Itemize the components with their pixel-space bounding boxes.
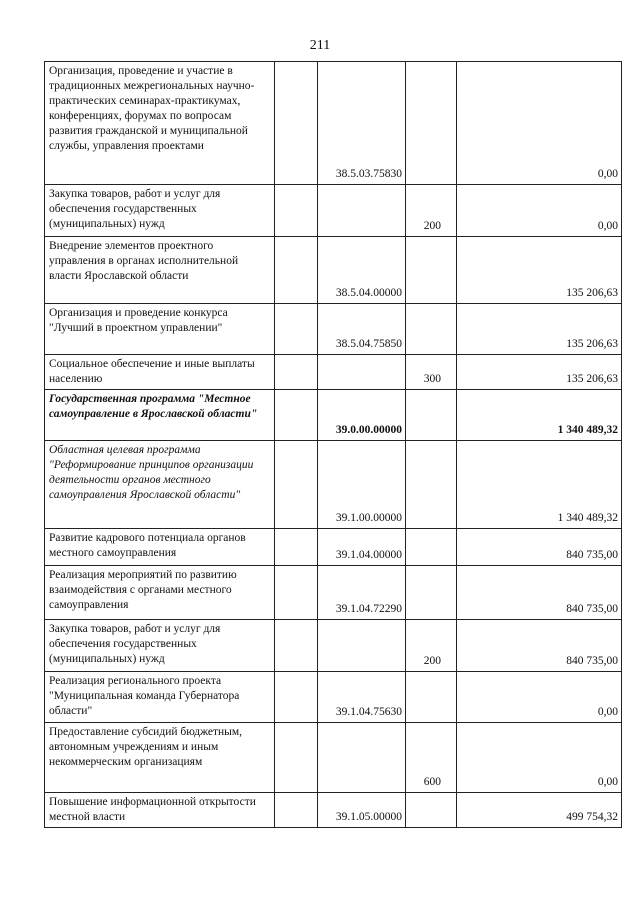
empty-cell [275, 723, 318, 793]
row-expense-type: 600 [406, 723, 457, 793]
row-expense-type [406, 237, 457, 304]
row-name: Организация, проведение и участие в традиционных межрегиональных научно-практических семинарах-практикумах, конференциях, форумах по вопросам развития гражданской и муниципальной службы, управления проектами [45, 62, 275, 185]
row-amount: 0,00 [457, 723, 622, 793]
empty-cell [275, 529, 318, 566]
row-name: Реализация регионального проекта "Муниципальная команда Губернатора области" [45, 672, 275, 723]
row-code [318, 620, 406, 672]
row-expense-type [406, 672, 457, 723]
empty-cell [275, 185, 318, 237]
row-amount: 1 340 489,32 [457, 390, 622, 441]
page-number: 211 [309, 38, 331, 53]
table-row [45, 304, 622, 355]
row-code [318, 185, 406, 237]
budget-table [44, 61, 622, 828]
row-code: 38.5.04.75850 [318, 304, 406, 355]
row-code: 38.5.04.00000 [318, 237, 406, 304]
row-expense-type [406, 566, 457, 620]
row-code [318, 355, 406, 390]
row-amount: 0,00 [457, 62, 622, 185]
row-expense-type [406, 529, 457, 566]
row-code: 39.1.05.00000 [318, 793, 406, 828]
row-expense-type [406, 793, 457, 828]
row-name: Внедрение элементов проектного управления в органах исполнительной власти Ярославской области [45, 237, 275, 304]
table-row [45, 566, 622, 620]
table-row [45, 185, 622, 237]
row-expense-type: 300 [406, 355, 457, 390]
table-row [45, 529, 622, 566]
row-amount: 135 206,63 [457, 304, 622, 355]
row-expense-type [406, 304, 457, 355]
row-name: Развитие кадрового потенциала органов местного самоуправления [45, 529, 275, 566]
table-row [45, 441, 622, 529]
row-expense-type [406, 390, 457, 441]
row-name: Реализация мероприятий по развитию взаимодействия с органами местного самоуправления [45, 566, 275, 620]
row-code: 39.1.04.72290 [318, 566, 406, 620]
row-code: 39.1.04.00000 [318, 529, 406, 566]
empty-cell [275, 237, 318, 304]
table-row [45, 723, 622, 793]
row-code: 39.1.04.75630 [318, 672, 406, 723]
row-amount: 840 735,00 [457, 529, 622, 566]
row-code: 38.5.03.75830 [318, 62, 406, 185]
row-amount: 499 754,32 [457, 793, 622, 828]
table-row [45, 793, 622, 828]
row-expense-type: 200 [406, 185, 457, 237]
empty-cell [275, 355, 318, 390]
row-amount: 0,00 [457, 672, 622, 723]
row-amount: 0,00 [457, 185, 622, 237]
table-row [45, 355, 622, 390]
table-row [45, 237, 622, 304]
row-name: Государственная программа "Местное самоуправление в Ярославской области" [45, 390, 275, 441]
row-code: 39.1.00.00000 [318, 441, 406, 529]
empty-cell [275, 390, 318, 441]
table-row [45, 390, 622, 441]
row-code: 39.0.00.00000 [318, 390, 406, 441]
empty-cell [275, 304, 318, 355]
empty-cell [275, 620, 318, 672]
row-amount: 840 735,00 [457, 620, 622, 672]
row-expense-type [406, 62, 457, 185]
empty-cell [275, 793, 318, 828]
row-amount: 135 206,63 [457, 355, 622, 390]
empty-cell [275, 672, 318, 723]
row-code [318, 723, 406, 793]
row-amount: 135 206,63 [457, 237, 622, 304]
table-row [45, 620, 622, 672]
row-expense-type [406, 441, 457, 529]
table-row [45, 672, 622, 723]
empty-cell [275, 441, 318, 529]
row-name: Организация и проведение конкурса "Лучший в проектном управлении" [45, 304, 275, 355]
row-name: Социальное обеспечение и иные выплаты населению [45, 355, 275, 390]
row-name: Областная целевая программа "Реформирование принципов организации деятельности органов местного самоуправления Ярославской области" [45, 441, 275, 529]
row-name: Повышение информационной открытости местной власти [45, 793, 275, 828]
row-expense-type: 200 [406, 620, 457, 672]
row-name: Закупка товаров, работ и услуг для обеспечения государственных (муниципальных) нужд [45, 620, 275, 672]
row-name: Закупка товаров, работ и услуг для обеспечения государственных (муниципальных) нужд [45, 185, 275, 237]
empty-cell [275, 566, 318, 620]
empty-cell [275, 62, 318, 185]
row-name: Предоставление субсидий бюджетным, автономным учреждениям и иным некоммерческим организациям [45, 723, 275, 793]
table-row [45, 62, 622, 185]
row-amount: 1 340 489,32 [457, 441, 622, 529]
row-amount: 840 735,00 [457, 566, 622, 620]
